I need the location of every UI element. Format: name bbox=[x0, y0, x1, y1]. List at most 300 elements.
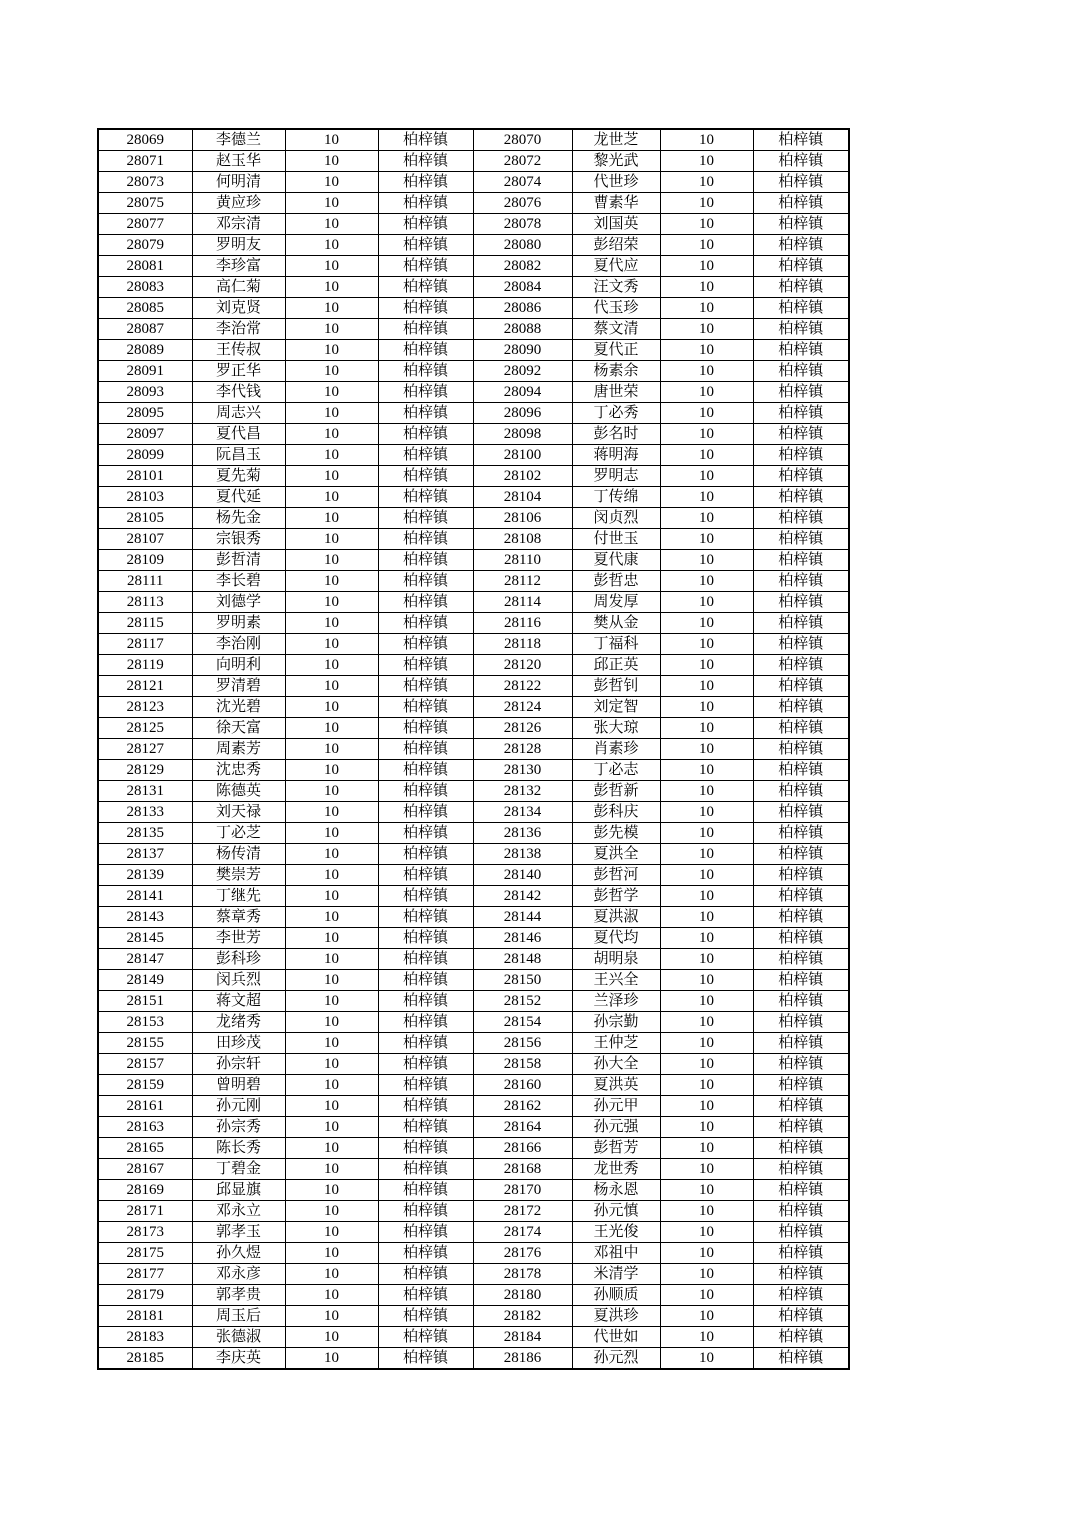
cell-amount: 10 bbox=[285, 361, 378, 382]
cell-serial: 28115 bbox=[98, 613, 192, 634]
cell-amount: 10 bbox=[285, 550, 378, 571]
cell-town: 柏梓镇 bbox=[378, 613, 473, 634]
cell-name: 彭绍荣 bbox=[572, 235, 660, 256]
cell-name: 米清学 bbox=[572, 1264, 660, 1285]
cell-serial: 28096 bbox=[473, 403, 572, 424]
cell-name: 龙世芝 bbox=[572, 129, 660, 151]
cell-serial: 28078 bbox=[473, 214, 572, 235]
cell-amount: 10 bbox=[660, 340, 753, 361]
cell-town: 柏梓镇 bbox=[753, 1201, 849, 1222]
cell-name: 周素芳 bbox=[192, 739, 285, 760]
table-row bbox=[98, 424, 849, 445]
cell-name: 李珍富 bbox=[192, 256, 285, 277]
cell-name: 罗明素 bbox=[192, 613, 285, 634]
cell-amount: 10 bbox=[660, 1222, 753, 1243]
cell-amount: 10 bbox=[285, 193, 378, 214]
table-row bbox=[98, 1327, 849, 1348]
cell-serial: 28149 bbox=[98, 970, 192, 991]
cell-town: 柏梓镇 bbox=[378, 193, 473, 214]
cell-amount: 10 bbox=[660, 382, 753, 403]
cell-serial: 28185 bbox=[98, 1348, 192, 1370]
cell-name: 丁碧金 bbox=[192, 1159, 285, 1180]
cell-amount: 10 bbox=[660, 277, 753, 298]
cell-amount: 10 bbox=[660, 256, 753, 277]
cell-serial: 28146 bbox=[473, 928, 572, 949]
cell-name: 邱正英 bbox=[572, 655, 660, 676]
cell-name: 丁福科 bbox=[572, 634, 660, 655]
cell-serial: 28095 bbox=[98, 403, 192, 424]
cell-amount: 10 bbox=[285, 1159, 378, 1180]
cell-town: 柏梓镇 bbox=[753, 739, 849, 760]
cell-amount: 10 bbox=[285, 949, 378, 970]
cell-serial: 28145 bbox=[98, 928, 192, 949]
cell-serial: 28080 bbox=[473, 235, 572, 256]
cell-amount: 10 bbox=[285, 760, 378, 781]
cell-name: 刘天禄 bbox=[192, 802, 285, 823]
cell-town: 柏梓镇 bbox=[753, 277, 849, 298]
cell-town: 柏梓镇 bbox=[753, 949, 849, 970]
cell-name: 蔡文清 bbox=[572, 319, 660, 340]
cell-serial: 28072 bbox=[473, 151, 572, 172]
cell-amount: 10 bbox=[285, 1012, 378, 1033]
table-row bbox=[98, 466, 849, 487]
cell-name: 罗正华 bbox=[192, 361, 285, 382]
cell-name: 赵玉华 bbox=[192, 151, 285, 172]
cell-town: 柏梓镇 bbox=[753, 403, 849, 424]
cell-serial: 28109 bbox=[98, 550, 192, 571]
cell-name: 付世玉 bbox=[572, 529, 660, 550]
cell-amount: 10 bbox=[285, 907, 378, 928]
table-row bbox=[98, 361, 849, 382]
cell-town: 柏梓镇 bbox=[378, 172, 473, 193]
cell-serial: 28135 bbox=[98, 823, 192, 844]
cell-town: 柏梓镇 bbox=[378, 1159, 473, 1180]
cell-amount: 10 bbox=[660, 1327, 753, 1348]
cell-serial: 28152 bbox=[473, 991, 572, 1012]
table-row bbox=[98, 718, 849, 739]
cell-town: 柏梓镇 bbox=[378, 886, 473, 907]
cell-serial: 28179 bbox=[98, 1285, 192, 1306]
cell-name: 丁必志 bbox=[572, 760, 660, 781]
table-row bbox=[98, 802, 849, 823]
table-row bbox=[98, 823, 849, 844]
cell-name: 田珍茂 bbox=[192, 1033, 285, 1054]
cell-serial: 28085 bbox=[98, 298, 192, 319]
cell-serial: 28163 bbox=[98, 1117, 192, 1138]
cell-serial: 28164 bbox=[473, 1117, 572, 1138]
cell-name: 夏洪淑 bbox=[572, 907, 660, 928]
cell-amount: 10 bbox=[660, 172, 753, 193]
cell-name: 彭哲清 bbox=[192, 550, 285, 571]
cell-name: 刘定智 bbox=[572, 697, 660, 718]
cell-amount: 10 bbox=[285, 1243, 378, 1264]
cell-amount: 10 bbox=[660, 571, 753, 592]
cell-serial: 28131 bbox=[98, 781, 192, 802]
cell-name: 邓祖中 bbox=[572, 1243, 660, 1264]
cell-name: 樊从金 bbox=[572, 613, 660, 634]
cell-town: 柏梓镇 bbox=[753, 151, 849, 172]
cell-name: 何明清 bbox=[192, 172, 285, 193]
cell-name: 孙大全 bbox=[572, 1054, 660, 1075]
cell-town: 柏梓镇 bbox=[378, 466, 473, 487]
cell-serial: 28125 bbox=[98, 718, 192, 739]
table-row bbox=[98, 781, 849, 802]
cell-serial: 28142 bbox=[473, 886, 572, 907]
cell-amount: 10 bbox=[285, 1117, 378, 1138]
cell-serial: 28166 bbox=[473, 1138, 572, 1159]
cell-serial: 28129 bbox=[98, 760, 192, 781]
cell-amount: 10 bbox=[285, 256, 378, 277]
cell-town: 柏梓镇 bbox=[753, 1033, 849, 1054]
cell-amount: 10 bbox=[660, 487, 753, 508]
cell-name: 杨先金 bbox=[192, 508, 285, 529]
table-row bbox=[98, 697, 849, 718]
cell-amount: 10 bbox=[285, 298, 378, 319]
cell-serial: 28159 bbox=[98, 1075, 192, 1096]
cell-amount: 10 bbox=[285, 571, 378, 592]
table-row bbox=[98, 1243, 849, 1264]
cell-name: 兰泽珍 bbox=[572, 991, 660, 1012]
cell-name: 蔡章秀 bbox=[192, 907, 285, 928]
cell-town: 柏梓镇 bbox=[378, 844, 473, 865]
cell-amount: 10 bbox=[285, 592, 378, 613]
cell-town: 柏梓镇 bbox=[378, 550, 473, 571]
cell-amount: 10 bbox=[660, 1159, 753, 1180]
cell-amount: 10 bbox=[660, 550, 753, 571]
cell-serial: 28081 bbox=[98, 256, 192, 277]
cell-amount: 10 bbox=[660, 844, 753, 865]
cell-town: 柏梓镇 bbox=[753, 550, 849, 571]
cell-town: 柏梓镇 bbox=[753, 193, 849, 214]
cell-amount: 10 bbox=[660, 613, 753, 634]
cell-serial: 28143 bbox=[98, 907, 192, 928]
cell-town: 柏梓镇 bbox=[378, 1138, 473, 1159]
table-row bbox=[98, 508, 849, 529]
cell-serial: 28083 bbox=[98, 277, 192, 298]
cell-name: 胡明泉 bbox=[572, 949, 660, 970]
cell-name: 孙元烈 bbox=[572, 1348, 660, 1370]
cell-serial: 28107 bbox=[98, 529, 192, 550]
cell-name: 孙宗勤 bbox=[572, 1012, 660, 1033]
cell-town: 柏梓镇 bbox=[378, 571, 473, 592]
cell-town: 柏梓镇 bbox=[378, 529, 473, 550]
cell-name: 孙元刚 bbox=[192, 1096, 285, 1117]
cell-amount: 10 bbox=[285, 1075, 378, 1096]
table-row bbox=[98, 1222, 849, 1243]
table-row bbox=[98, 1096, 849, 1117]
cell-name: 夏洪珍 bbox=[572, 1306, 660, 1327]
cell-name: 闵兵烈 bbox=[192, 970, 285, 991]
cell-name: 夏洪英 bbox=[572, 1075, 660, 1096]
cell-name: 孙久煜 bbox=[192, 1243, 285, 1264]
cell-town: 柏梓镇 bbox=[753, 129, 849, 151]
cell-serial: 28098 bbox=[473, 424, 572, 445]
cell-town: 柏梓镇 bbox=[753, 1075, 849, 1096]
table-row bbox=[98, 1117, 849, 1138]
cell-name: 李治刚 bbox=[192, 634, 285, 655]
cell-town: 柏梓镇 bbox=[378, 991, 473, 1012]
table-row bbox=[98, 277, 849, 298]
cell-serial: 28139 bbox=[98, 865, 192, 886]
cell-name: 杨永恩 bbox=[572, 1180, 660, 1201]
cell-amount: 10 bbox=[660, 697, 753, 718]
cell-name: 李代钱 bbox=[192, 382, 285, 403]
cell-serial: 28121 bbox=[98, 676, 192, 697]
cell-town: 柏梓镇 bbox=[378, 655, 473, 676]
table-row bbox=[98, 970, 849, 991]
cell-town: 柏梓镇 bbox=[378, 1306, 473, 1327]
cell-town: 柏梓镇 bbox=[753, 445, 849, 466]
cell-serial: 28156 bbox=[473, 1033, 572, 1054]
cell-amount: 10 bbox=[285, 466, 378, 487]
cell-serial: 28177 bbox=[98, 1264, 192, 1285]
cell-serial: 28176 bbox=[473, 1243, 572, 1264]
cell-serial: 28171 bbox=[98, 1201, 192, 1222]
table-row bbox=[98, 550, 849, 571]
cell-town: 柏梓镇 bbox=[753, 844, 849, 865]
cell-serial: 28160 bbox=[473, 1075, 572, 1096]
cell-town: 柏梓镇 bbox=[753, 487, 849, 508]
cell-serial: 28124 bbox=[473, 697, 572, 718]
cell-serial: 28169 bbox=[98, 1180, 192, 1201]
cell-name: 夏代均 bbox=[572, 928, 660, 949]
cell-amount: 10 bbox=[285, 1096, 378, 1117]
table-row bbox=[98, 151, 849, 172]
cell-town: 柏梓镇 bbox=[378, 256, 473, 277]
cell-name: 刘克贤 bbox=[192, 298, 285, 319]
cell-amount: 10 bbox=[285, 235, 378, 256]
cell-name: 罗清碧 bbox=[192, 676, 285, 697]
cell-amount: 10 bbox=[660, 424, 753, 445]
cell-name: 邓永彦 bbox=[192, 1264, 285, 1285]
cell-serial: 28128 bbox=[473, 739, 572, 760]
cell-name: 曹素华 bbox=[572, 193, 660, 214]
cell-name: 罗明友 bbox=[192, 235, 285, 256]
table-row bbox=[98, 487, 849, 508]
cell-serial: 28106 bbox=[473, 508, 572, 529]
cell-serial: 28077 bbox=[98, 214, 192, 235]
cell-name: 徐天富 bbox=[192, 718, 285, 739]
cell-amount: 10 bbox=[285, 214, 378, 235]
cell-town: 柏梓镇 bbox=[753, 970, 849, 991]
cell-amount: 10 bbox=[285, 445, 378, 466]
cell-amount: 10 bbox=[660, 151, 753, 172]
cell-serial: 28141 bbox=[98, 886, 192, 907]
cell-serial: 28117 bbox=[98, 634, 192, 655]
cell-serial: 28116 bbox=[473, 613, 572, 634]
cell-amount: 10 bbox=[660, 907, 753, 928]
cell-amount: 10 bbox=[285, 865, 378, 886]
cell-name: 樊崇芳 bbox=[192, 865, 285, 886]
cell-amount: 10 bbox=[660, 1117, 753, 1138]
cell-serial: 28123 bbox=[98, 697, 192, 718]
cell-amount: 10 bbox=[660, 1285, 753, 1306]
cell-town: 柏梓镇 bbox=[753, 172, 849, 193]
cell-name: 孙元慎 bbox=[572, 1201, 660, 1222]
cell-amount: 10 bbox=[660, 1033, 753, 1054]
cell-serial: 28070 bbox=[473, 129, 572, 151]
cell-serial: 28183 bbox=[98, 1327, 192, 1348]
cell-amount: 10 bbox=[285, 1180, 378, 1201]
table-row bbox=[98, 886, 849, 907]
cell-amount: 10 bbox=[660, 1264, 753, 1285]
cell-serial: 28114 bbox=[473, 592, 572, 613]
cell-amount: 10 bbox=[285, 697, 378, 718]
cell-name: 黄应珍 bbox=[192, 193, 285, 214]
cell-town: 柏梓镇 bbox=[378, 739, 473, 760]
cell-amount: 10 bbox=[660, 718, 753, 739]
cell-amount: 10 bbox=[660, 1180, 753, 1201]
cell-name: 唐世荣 bbox=[572, 382, 660, 403]
cell-serial: 28147 bbox=[98, 949, 192, 970]
cell-name: 孙顺质 bbox=[572, 1285, 660, 1306]
cell-town: 柏梓镇 bbox=[753, 340, 849, 361]
cell-town: 柏梓镇 bbox=[378, 298, 473, 319]
cell-serial: 28173 bbox=[98, 1222, 192, 1243]
cell-town: 柏梓镇 bbox=[753, 1117, 849, 1138]
cell-amount: 10 bbox=[285, 718, 378, 739]
cell-name: 王仲芝 bbox=[572, 1033, 660, 1054]
table-row bbox=[98, 129, 849, 151]
cell-name: 彭哲忠 bbox=[572, 571, 660, 592]
cell-serial: 28122 bbox=[473, 676, 572, 697]
cell-serial: 28111 bbox=[98, 571, 192, 592]
cell-name: 周玉后 bbox=[192, 1306, 285, 1327]
cell-town: 柏梓镇 bbox=[378, 1285, 473, 1306]
cell-town: 柏梓镇 bbox=[753, 676, 849, 697]
cell-serial: 28069 bbox=[98, 129, 192, 151]
cell-name: 代世珍 bbox=[572, 172, 660, 193]
cell-amount: 10 bbox=[285, 151, 378, 172]
cell-town: 柏梓镇 bbox=[378, 1075, 473, 1096]
table-row bbox=[98, 1306, 849, 1327]
cell-town: 柏梓镇 bbox=[753, 1243, 849, 1264]
cell-amount: 10 bbox=[285, 129, 378, 151]
cell-town: 柏梓镇 bbox=[753, 1264, 849, 1285]
cell-name: 彭名时 bbox=[572, 424, 660, 445]
cell-town: 柏梓镇 bbox=[378, 129, 473, 151]
table-row bbox=[98, 172, 849, 193]
cell-serial: 28119 bbox=[98, 655, 192, 676]
cell-town: 柏梓镇 bbox=[378, 1222, 473, 1243]
cell-town: 柏梓镇 bbox=[753, 823, 849, 844]
cell-serial: 28161 bbox=[98, 1096, 192, 1117]
cell-amount: 10 bbox=[660, 298, 753, 319]
cell-amount: 10 bbox=[660, 1348, 753, 1370]
cell-serial: 28144 bbox=[473, 907, 572, 928]
cell-town: 柏梓镇 bbox=[753, 697, 849, 718]
cell-amount: 10 bbox=[285, 844, 378, 865]
cell-name: 刘德学 bbox=[192, 592, 285, 613]
table-row bbox=[98, 1264, 849, 1285]
cell-amount: 10 bbox=[285, 508, 378, 529]
cell-serial: 28136 bbox=[473, 823, 572, 844]
cell-town: 柏梓镇 bbox=[753, 655, 849, 676]
cell-name: 夏代昌 bbox=[192, 424, 285, 445]
cell-name: 郭孝贵 bbox=[192, 1285, 285, 1306]
cell-town: 柏梓镇 bbox=[378, 928, 473, 949]
cell-serial: 28137 bbox=[98, 844, 192, 865]
cell-serial: 28150 bbox=[473, 970, 572, 991]
cell-serial: 28138 bbox=[473, 844, 572, 865]
cell-amount: 10 bbox=[660, 655, 753, 676]
cell-name: 龙世秀 bbox=[572, 1159, 660, 1180]
cell-amount: 10 bbox=[285, 1222, 378, 1243]
cell-name: 彭先模 bbox=[572, 823, 660, 844]
cell-serial: 28157 bbox=[98, 1054, 192, 1075]
cell-name: 李治常 bbox=[192, 319, 285, 340]
cell-name: 彭哲河 bbox=[572, 865, 660, 886]
cell-name: 向明利 bbox=[192, 655, 285, 676]
cell-town: 柏梓镇 bbox=[378, 1180, 473, 1201]
cell-name: 李长碧 bbox=[192, 571, 285, 592]
cell-town: 柏梓镇 bbox=[378, 1012, 473, 1033]
cell-name: 黎光武 bbox=[572, 151, 660, 172]
cell-town: 柏梓镇 bbox=[378, 403, 473, 424]
cell-amount: 10 bbox=[285, 781, 378, 802]
cell-amount: 10 bbox=[660, 739, 753, 760]
cell-name: 代玉珍 bbox=[572, 298, 660, 319]
cell-name: 彭哲芳 bbox=[572, 1138, 660, 1159]
cell-amount: 10 bbox=[285, 319, 378, 340]
cell-amount: 10 bbox=[660, 129, 753, 151]
cell-name: 代世如 bbox=[572, 1327, 660, 1348]
cell-serial: 28158 bbox=[473, 1054, 572, 1075]
cell-amount: 10 bbox=[285, 1264, 378, 1285]
cell-amount: 10 bbox=[660, 634, 753, 655]
cell-amount: 10 bbox=[660, 886, 753, 907]
cell-amount: 10 bbox=[285, 970, 378, 991]
cell-amount: 10 bbox=[285, 991, 378, 1012]
cell-town: 柏梓镇 bbox=[753, 1327, 849, 1348]
cell-amount: 10 bbox=[285, 676, 378, 697]
cell-town: 柏梓镇 bbox=[753, 235, 849, 256]
cell-serial: 28180 bbox=[473, 1285, 572, 1306]
cell-town: 柏梓镇 bbox=[753, 1159, 849, 1180]
table-row bbox=[98, 844, 849, 865]
cell-town: 柏梓镇 bbox=[753, 1180, 849, 1201]
cell-serial: 28079 bbox=[98, 235, 192, 256]
table-row bbox=[98, 1201, 849, 1222]
cell-amount: 10 bbox=[660, 1201, 753, 1222]
cell-serial: 28172 bbox=[473, 1201, 572, 1222]
cell-amount: 10 bbox=[660, 1306, 753, 1327]
cell-name: 孙宗秀 bbox=[192, 1117, 285, 1138]
cell-amount: 10 bbox=[285, 529, 378, 550]
table-row bbox=[98, 739, 849, 760]
cell-serial: 28127 bbox=[98, 739, 192, 760]
cell-amount: 10 bbox=[660, 508, 753, 529]
cell-amount: 10 bbox=[660, 466, 753, 487]
table-row bbox=[98, 634, 849, 655]
cell-town: 柏梓镇 bbox=[378, 1243, 473, 1264]
cell-serial: 28103 bbox=[98, 487, 192, 508]
cell-serial: 28073 bbox=[98, 172, 192, 193]
table-row bbox=[98, 382, 849, 403]
cell-serial: 28174 bbox=[473, 1222, 572, 1243]
table-row bbox=[98, 298, 849, 319]
cell-town: 柏梓镇 bbox=[378, 235, 473, 256]
cell-town: 柏梓镇 bbox=[753, 718, 849, 739]
cell-town: 柏梓镇 bbox=[378, 1033, 473, 1054]
cell-name: 陈德英 bbox=[192, 781, 285, 802]
cell-serial: 28155 bbox=[98, 1033, 192, 1054]
cell-name: 邓永立 bbox=[192, 1201, 285, 1222]
cell-amount: 10 bbox=[285, 487, 378, 508]
cell-serial: 28088 bbox=[473, 319, 572, 340]
cell-serial: 28104 bbox=[473, 487, 572, 508]
cell-name: 宗银秀 bbox=[192, 529, 285, 550]
